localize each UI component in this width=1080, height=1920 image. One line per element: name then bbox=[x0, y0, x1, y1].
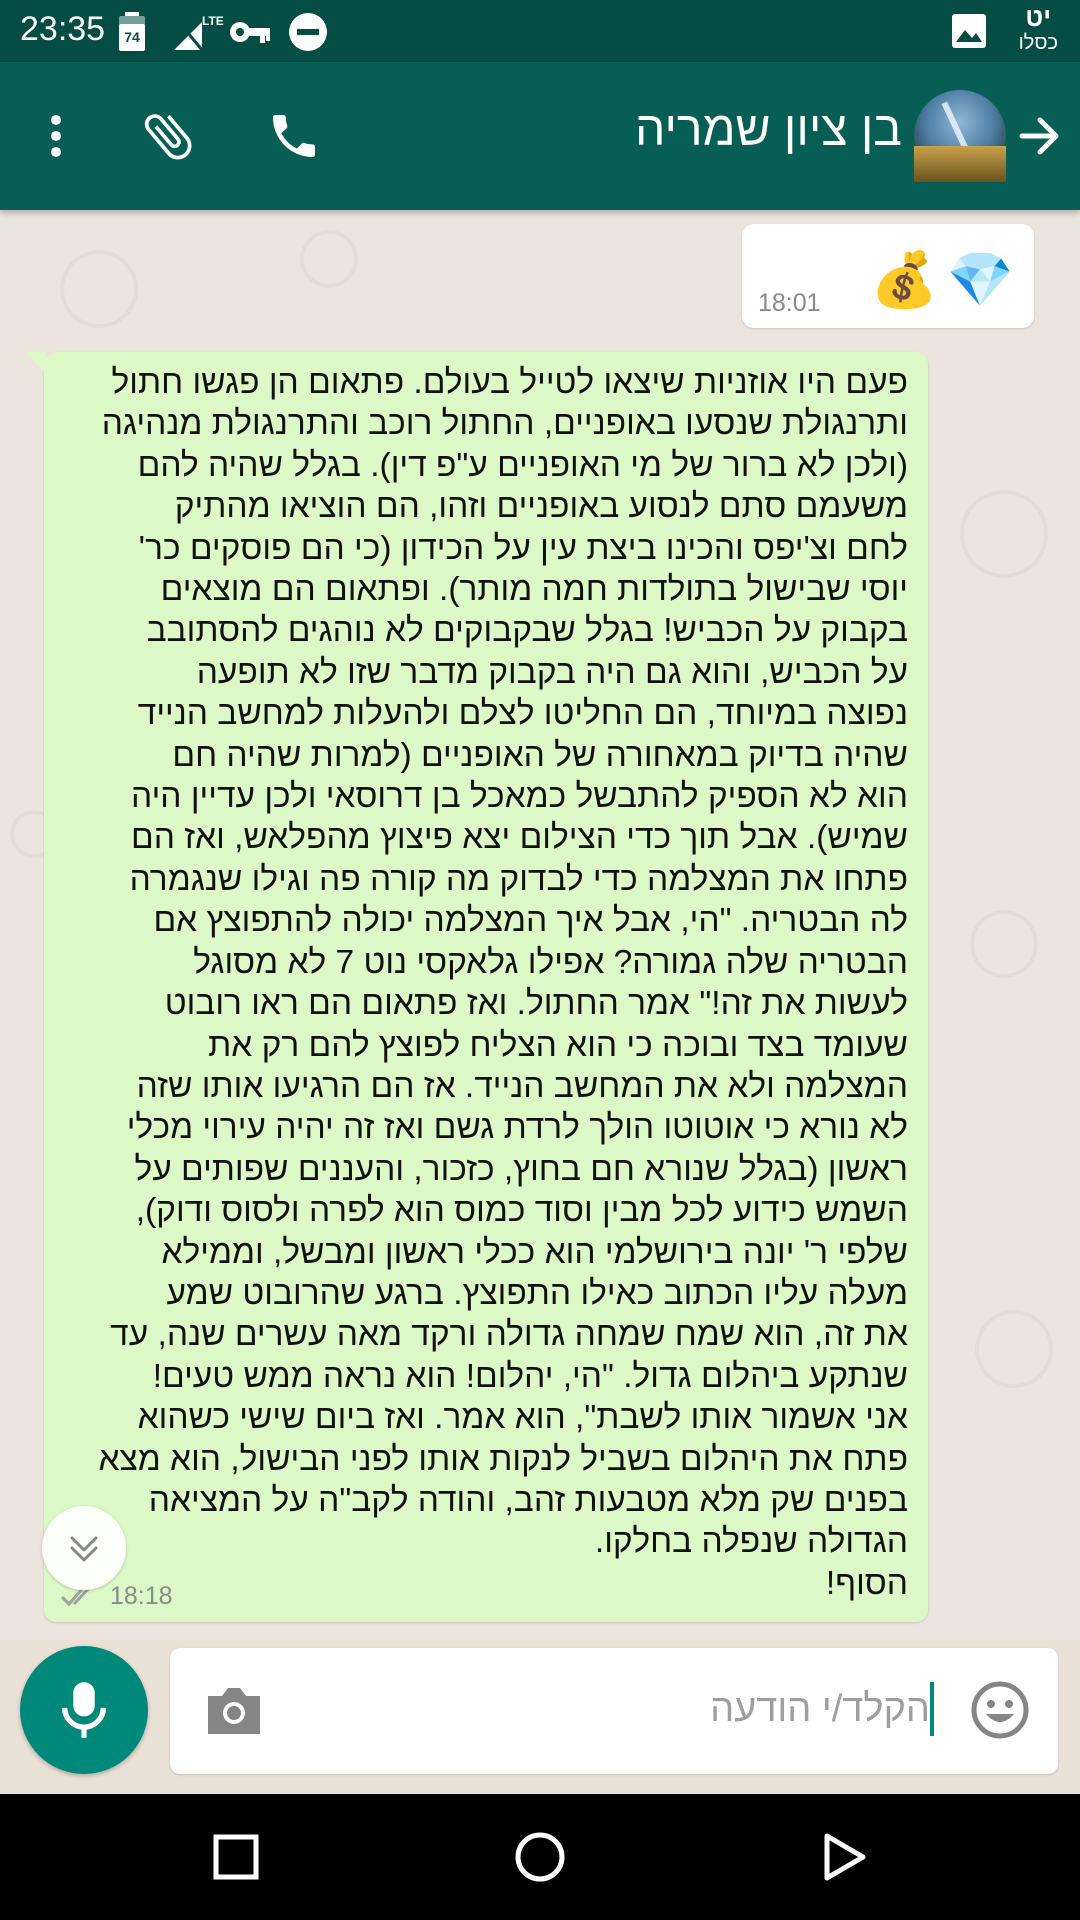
message-line: את זה, הוא שמח שמחה גדולה ורקד מאה עשרים שנה, עד bbox=[110, 1316, 908, 1354]
back-arrow-icon bbox=[1016, 112, 1064, 160]
image-icon bbox=[950, 12, 988, 52]
message-line: הסוף! bbox=[825, 1564, 908, 1602]
message-composer[interactable] bbox=[170, 1648, 1058, 1774]
message-line: פתח את היהלום בשביל לנקות אותו לפני הבישול, הוא מצא bbox=[98, 1440, 908, 1478]
system-nav-bar bbox=[0, 1794, 1080, 1920]
message-line: על הכביש, והוא גם היה בקבוק מדבר שזו לא תופעה bbox=[196, 653, 908, 691]
phone-icon bbox=[266, 108, 322, 164]
more-options-button[interactable] bbox=[26, 62, 86, 210]
message-text bbox=[68, 362, 908, 1604]
voice-record-button[interactable] bbox=[20, 1646, 148, 1774]
message-line: לחם וצ'יפס והכינו ביצת עין על הכידון (כי הם פוסקים כר' bbox=[138, 529, 908, 567]
call-button[interactable] bbox=[254, 62, 334, 210]
battery-icon bbox=[118, 12, 146, 52]
message-time: 18:01 bbox=[758, 289, 821, 317]
message-line: שמיש). אבל תוך כדי הצילום יצא פיצוץ מהפלאש, ואז הם bbox=[131, 819, 908, 857]
attach-icon bbox=[138, 106, 198, 166]
status-bar bbox=[0, 0, 1080, 62]
vpn-key-icon bbox=[228, 12, 272, 52]
emoji-icon bbox=[970, 1680, 1030, 1740]
message-line: שלפי ר' יונה בירושלמי הוא ככלי ראשון ומבשל, וממילא bbox=[161, 1233, 908, 1271]
chat-area[interactable] bbox=[0, 210, 1080, 1640]
message-input[interactable]: הקלד/י הודעה bbox=[710, 1688, 930, 1730]
message-line: (ולכן לא ברור של מי האופניים ע"פ דין). בגלל שהיה להם bbox=[137, 446, 908, 484]
incoming-message[interactable] bbox=[742, 224, 1034, 328]
message-line: ראשון (בגלל שנורא חם בחוץ, כזכור, והעננים שפותים על bbox=[134, 1150, 908, 1188]
battery-level: 74 bbox=[124, 29, 140, 45]
chat-header bbox=[0, 62, 1080, 210]
message-line: פעם היו אוזניות שיצאו לטייל בעולם. פתאום הן פגשו חתול bbox=[111, 364, 908, 401]
avatar[interactable] bbox=[914, 90, 1006, 182]
message-line: לה הבטריה. "הי, אבל איך המצלמה יכולה להתפוצץ אם bbox=[153, 902, 908, 940]
camera-icon bbox=[204, 1682, 264, 1738]
back-nav-button[interactable] bbox=[784, 1794, 904, 1920]
message-line: מעלה עליו הכתוב כאילו התפוצץ. ברגע שהרובוט שמע bbox=[166, 1274, 908, 1312]
hebrew-date-day: יט bbox=[1025, 2, 1052, 32]
hebrew-date-month: כסלו bbox=[1018, 32, 1058, 54]
message-line: בפנים שק מלא מטבעות זהב, והודה לקב"ה על המציאה bbox=[148, 1481, 908, 1519]
message-line: השמש כידוע לכל מבין וסוד כמוס הוא לפרה ולסוס ודוק), bbox=[135, 1192, 908, 1230]
message-line: נפוצה במיוחד, הם החליטו לצלם ולהעלות למחשב הנייד bbox=[137, 695, 908, 733]
home-button[interactable] bbox=[480, 1794, 600, 1920]
camera-button[interactable] bbox=[204, 1682, 264, 1738]
recents-icon bbox=[213, 1834, 259, 1880]
message-line: פתחו את המצלמה כדי לבדוק מה קורה פה וגילו שנגמרה bbox=[129, 860, 908, 898]
network-type: LTE bbox=[202, 14, 224, 28]
back-button[interactable] bbox=[1010, 62, 1070, 210]
diamond-emoji: 💎 bbox=[946, 250, 1014, 310]
message-line: שהיה בדיוק במאחורה של האופניים (למרות שהיה חם bbox=[172, 736, 908, 774]
mic-icon bbox=[58, 1680, 110, 1740]
money-bag-emoji: 💰 bbox=[870, 250, 938, 310]
message-line: אני אשמור אותו לשבת", הוא אמר. ואז ביום שישי כשהוא bbox=[137, 1399, 908, 1437]
signal-icon bbox=[172, 12, 224, 52]
emoji-button[interactable] bbox=[970, 1680, 1030, 1740]
message-line: הגדולה שנפלה בחלקו. bbox=[594, 1523, 908, 1561]
attach-button[interactable] bbox=[128, 62, 208, 210]
home-icon bbox=[514, 1831, 566, 1883]
message-line: לא נורא כי אוטוטו הולך לרדת גשם ואז זה יהיה עירוי מכלי bbox=[126, 1109, 908, 1147]
do-not-disturb-icon bbox=[288, 12, 328, 52]
message-line: שנתקע ביהלום גדול. "הי, יהלום! הוא נראה ממש טעים! bbox=[152, 1357, 908, 1395]
contact-name[interactable]: בן ציון שמריה bbox=[635, 103, 902, 156]
message-line: הבטריה שלה גמורה? אפילו גלאקסי נוט 7 לא מסוגל bbox=[193, 943, 908, 981]
back-icon bbox=[821, 1832, 867, 1882]
recents-button[interactable] bbox=[176, 1794, 296, 1920]
message-line: בקבוק על הכביש! בגלל שבקבוקים לא נוהגים להסתובב bbox=[146, 612, 908, 650]
message-line: משעמם סתם לנסוע באופניים וזהו, הם הוציאו מהתיק bbox=[174, 488, 908, 526]
message-line: יוסי שבישול בתולדות חמה מותר). ופתאום הם מוצאים bbox=[160, 571, 908, 609]
scroll-to-bottom-button[interactable] bbox=[42, 1506, 126, 1590]
message-line: שעומד בצד ובוכה כי הוא הצליח לפוצץ להם רק את bbox=[208, 1026, 908, 1064]
outgoing-message[interactable] bbox=[44, 352, 928, 1622]
hebrew-date-badge bbox=[1019, 4, 1058, 56]
message-line: ותרנגולת שנסעו באופניים, החתול רוכב והתרנגולת מנהיגה bbox=[101, 405, 908, 443]
more-vert-icon bbox=[46, 112, 66, 160]
message-line: המצלמה ולא את המחשב הנייד. אז הם הרגיעו אותו שזה bbox=[136, 1067, 908, 1105]
message-line: לעשות את זה!" אמר החתול. ואז פתאום הם ראו רובוט bbox=[164, 985, 908, 1023]
message-line: הוא לא הספיק להתבשל כמאכל בן דרוסאי ולכן עדיין היה bbox=[131, 778, 908, 816]
status-time: 23:35 bbox=[20, 10, 106, 48]
message-time: 18:18 bbox=[110, 1581, 173, 1610]
chevron-double-down-icon bbox=[66, 1530, 102, 1566]
text-cursor bbox=[930, 1682, 934, 1736]
